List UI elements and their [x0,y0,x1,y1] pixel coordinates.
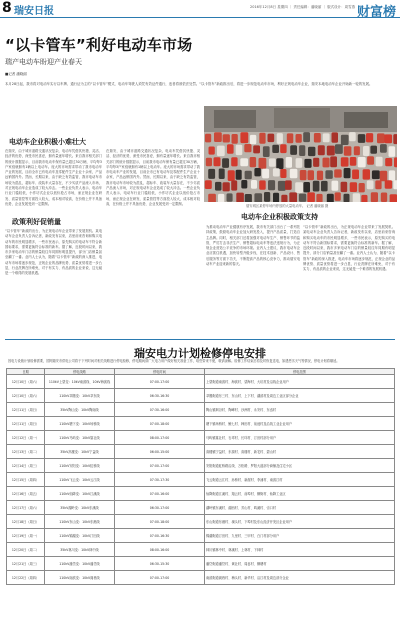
photo-texture [353,193,360,202]
photo-texture [290,145,297,155]
row-area: 塘下镇场桥村、鲍七村、韩田村、前池村及沿线工业企业用户 [205,417,395,431]
photo-texture [314,133,321,143]
photo-texture [308,170,315,180]
photo-texture [227,193,233,201]
photo-texture [285,180,292,190]
photo-texture [335,144,343,154]
table-row [7,501,395,515]
photo-texture [254,168,261,176]
article-column-1b: “以卡管车”新政的出台，为正规电动车企业带来了发展契机。某电动车企业负责人告诉记者，新政发布以来，店里前来咨询和购买电动车的市民明显增多，一些市民表示，原先购买的电动车不符合新国标要求，需要更换符合标准的新车。据了解，近段时间以来，我市多家电动车门店的销量较往年同期有明显提升，部分门店销量甚至翻了一番。业内人士认为，随着“以卡管车”新政的深入推进，电动车市场将逐步规范，正规企业的品牌优势、质量优势将进一步凸显，行业洗牌在所难免，对于有实力、有品质的企业来说，这无疑是一个难得的发展机遇。 [5,229,102,276]
photo-texture [209,147,215,155]
photo-texture [380,171,387,182]
photo-texture [372,170,380,179]
photo-texture [341,135,349,145]
photo-texture [327,146,335,156]
photo-texture [250,157,257,167]
row-date: 12月21日（周三） [7,557,45,571]
row-time: 06:30-16:30 [115,389,205,403]
table-row [7,445,395,459]
photo-texture [251,180,257,189]
photo-texture [281,195,287,202]
row-area: 高楼镇宁益村、东源村、高楼村、新宅村、碧山村 [205,445,395,459]
row-line: 110kV莘塍变：10kV莘东线 [45,389,115,403]
photo-texture [232,134,238,144]
photo-texture [377,133,385,143]
photo-texture [240,132,248,143]
photo-texture [389,146,396,157]
photo-texture [268,180,275,190]
photo-texture [390,194,397,202]
photo-texture [236,145,243,155]
row-date: 12月19日（周一） [7,529,45,543]
photo-texture [223,134,230,142]
photo-texture [384,134,392,143]
photo-texture [385,180,392,189]
row-area: 莘塍街道东三村、东山村、上下村、湖滨村及周边工业区部分企业 [205,389,395,403]
photo-texture [287,133,294,143]
row-line: 110kV飞云变：10kV云江线 [45,473,115,487]
row-time: 06:30-15:30 [115,557,205,571]
photo-texture [316,194,322,202]
photo-texture [264,192,270,202]
photo-texture [323,133,330,142]
photo-texture [393,134,397,144]
photo-texture [214,157,221,166]
paper-name: 瑞安日报 [14,6,54,17]
photo-texture [272,145,279,153]
table-row [7,529,395,543]
article-subheadline: 瑞产电动车盼迎产业春天 [5,58,82,66]
photo-texture [303,132,310,142]
row-date: 12月13日（周二） [7,445,45,459]
photo-texture [354,146,360,155]
photo-texture [218,194,224,202]
photo-texture [290,169,298,178]
row-date: 12月15日（周四） [7,473,45,487]
header-area: 停电范围 [205,369,395,375]
row-date: 12月10日（周六） [7,389,45,403]
photo-texture [217,146,225,157]
photo-texture [341,157,349,166]
photo-texture [327,194,334,202]
photo-texture [299,145,305,156]
row-line: 35kV高楼变：10kV宁益线 [45,445,115,459]
section-divider [5,339,395,340]
row-area: 南滨街道阁巷村、梅头村、新华村、沿江村及周边部分企业 [205,571,395,585]
header-date: 日期 [7,369,45,375]
photo-texture [223,182,230,191]
photo-texture [205,134,211,143]
photo-texture [231,180,237,190]
photo-texture [289,192,297,202]
photo-texture [296,158,303,168]
photo-texture [323,158,330,168]
row-area: 湖岭镇东溪村、湖西村、芳山村、鸣溪村、峃口村 [205,501,395,515]
table-row [7,557,395,571]
photo-texture [358,134,366,143]
row-line: 35kV陶山变：10kV陶南线 [45,403,115,417]
table-row [7,389,395,403]
photo-texture [344,168,351,178]
row-time: 08:00-17:00 [115,431,205,445]
photo-texture [352,170,359,180]
photo-texture [208,169,215,179]
photo-texture [286,157,292,168]
row-time: 07:00-17:00 [115,375,205,389]
table-row [7,543,395,557]
header-time: 停电时间 [115,369,205,375]
row-area: 上望街道南滨村、海滨村、望海村、大坑村及沿线企业用户 [205,375,395,389]
notice-title: 瑞安电力计划检修停电安排 [134,347,266,360]
photo-texture [317,171,323,181]
photo-texture [375,180,381,189]
photo-texture [222,158,229,168]
photo-texture [269,158,276,166]
photo-texture [244,144,251,152]
photo-texture [332,132,339,142]
photo-texture [259,133,265,144]
photo-texture [303,182,310,192]
row-line: 35kV湖岭变：10kV东溪线 [45,501,115,515]
photo-caption: 瑞安城区某停车场内停放的大量电动车。 记者 潘晓丽 摄 [246,204,329,208]
photo-texture [371,192,378,202]
photo-texture [393,180,397,189]
photo-texture [363,146,369,156]
table-row [7,487,395,501]
photo-texture [228,170,235,181]
article-lead: 本月28日起，我市将对电动车实行以车牌、通行证为主的“以卡管车”模式，电动车驾驶人须凭有效证件通行，违者将被依法处罚。“以卡管车”新政推出后，将进一步规范电动车市场，利好正规电动车企业，瑞安本地电动车企业开始新一轮的发展。 [5,82,373,86]
photo-texture [307,192,315,202]
photo-texture [358,157,366,167]
row-line: 110kV安阳变：10kV虹桥线 [45,459,115,473]
row-time: 07:30-16:00 [115,403,205,417]
page-number: 8 [2,0,12,16]
photo-texture [208,194,216,202]
article-column-3b: 为推动电动车产业健康有序发展，我市有关部门出台了一系列扶持政策，鼓励电动车企业加大研发投入，提升产品质量，打造自主品牌。同时，相关部门还将加强对电动车生产、销售环节的监管，严厉打击非法生产、销售超标电动车等违法违规行为，为正规企业营造公平竞争的市场环境。业内人士建议，我市电动车企业应抓住机遇，加快转型升级步伐，在技术创新、产品设计、售后服务等方面下功夫，不断提高产品的核心竞争力，推动瑞安电动车产业迎来新的春天。 [206,225,300,267]
photo-texture [262,169,269,179]
photo-texture [231,157,237,166]
photo-texture [381,193,387,203]
photo-texture [280,144,286,153]
photo-texture [236,170,242,180]
row-area: 东山街道东港村、埭头村、下埠村及东山经济开发区企业用户 [205,515,395,529]
table-row [7,375,395,389]
article-column-4: “以卡管车”新政的出台，为正规电动车企业带来了发展契机。某电动车企业负责人告诉记者，新政发布以来，店里前来咨询和购买电动车的市民明显增多，一些市民表示，原先购买的电动车不符合新国标要求，需要更换符合标准的新车。据了解，近段时间以来，我市多家电动车门店的销量较往年同期有明显提升，部分门店销量甚至翻了一番。业内人士认为，随着“以卡管车”新政的深入推进，电动车市场将逐步规范，正规企业的品牌优势、质量优势将进一步凸显，行业洗牌在所难免，对于有实力、有品质的企业来说，这无疑是一个难得的发展机遇。 [303,225,395,272]
article-headline: “以卡管车”利好电动车市场 [5,36,193,54]
row-area: 飞云街道云江村、孙桥村、新渥村、李浦村、南滨江村 [205,473,395,487]
photo-texture [253,145,260,153]
photo-texture [344,194,350,202]
row-time: 07:00-16:00 [115,487,205,501]
photo-texture [250,135,256,144]
article-column-2: 在瑞安，由于城市道路交通状况复杂，电动车凭借其快捷、灵活、经济的优势，深受市民喜爱，拥有量逐年增长。来自我市相关部门的统计数据显示，目前我市电动车保有量已超过30万辆，平均每3户家庭就拥有1辆以上电动车。庞大的市场需求带动了我市电动车产业的发展，目前全市已有电动车及零配件生产企业十余家，产品远销国内外。然而，长期以来，由于缺乏有效监管，我市电动车市场较为混乱，超标车、改装车大量存在，不少劣质产品流入市场，对正规电动车企业造成了较大冲击。一些企业负责人表示，电动车行业门槛较低，小作坊式企业以低价抢占市场，而正规企业在研发、质量管控等方面投入较大，成本相对较高，在价格上并不具备优势，企业发展受到一定限制。 [106,149,200,206]
row-line: 110kV东山变：10kV东港线 [45,515,115,529]
photo-texture [214,132,222,142]
row-time: 06:00-15:00 [115,445,205,459]
photo-texture [366,133,373,142]
outage-schedule-body [7,375,395,585]
photo-texture [296,134,302,143]
photo-texture [241,180,247,189]
row-date: 12月20日（周二） [7,543,45,557]
photo-texture [276,158,283,169]
row-date: 12月17日（周六） [7,501,45,515]
photo-texture [385,158,392,166]
photo-texture [367,156,374,165]
row-area: 仙降街道江溪村、翔云村、前埠村、横街村、仙降工业区 [205,487,395,501]
row-line: 110kV潘岱变：10kV潘岱线 [45,557,115,571]
photo-texture [325,170,332,179]
photo-texture [341,182,348,192]
photo-texture [367,180,374,189]
article-column-1: 在瑞安，由于城市道路交通状况复杂，电动车凭借其快捷、灵活、经济的优势，深受市民喜爱，拥有量逐年增长。来自我市相关部门的统计数据显示，目前我市电动车保有量已超过30万辆，平均每3户家庭就拥有1辆以上电动车。庞大的市场需求带动了我市电动车产业的发展，目前全市已有电动车及零配件生产企业十余家，产品远销国内外。然而，长期以来，由于缺乏有效监管，我市电动车市场较为混乱，超标车、改装车大量存在，不少劣质产品流入市场，对正规电动车企业造成了较大冲击。一些企业负责人表示，电动车行业门槛较低，小作坊式企业以低价抢占市场，而正规企业在研发、质量管控等方面投入较大，成本相对较高，在价格上并不具备优势，企业发展受到一定限制。 [5,149,102,206]
photo-texture [240,158,248,166]
photo-texture [236,193,244,202]
row-area: 马屿镇篁社村、石垟村、长垟村、汀田村部分用户 [205,431,395,445]
row-time: 06:30-17:00 [115,501,205,515]
row-line: 110kV上望变：10kV南滨线、10kV海滨线 [45,375,115,389]
photo-texture [215,182,222,191]
photo-texture [313,158,319,167]
table-row [7,515,395,529]
article-byline: ■记者 潘晓丽 [5,72,27,76]
photo-texture [308,147,315,156]
table-row [7,459,395,473]
row-line: 110kV仙降变：10kV江溪线 [45,487,115,501]
header-line: 停电线路 [45,369,115,375]
photo-texture [376,157,383,167]
row-time: 07:30-17:30 [115,473,205,487]
table-row [7,417,395,431]
row-time: 07:00-18:00 [115,417,205,431]
row-line: 110kV马屿变：10kV篁社线 [45,431,115,445]
table-row [7,403,395,417]
photo-texture [361,195,367,202]
row-date: 12月18日（周日） [7,515,45,529]
row-date: 12月12日（周一） [7,431,45,445]
photo-texture [335,192,341,201]
photo-texture [219,169,225,180]
issue-meta: 2016年12月8日 星期四 ｜ 责任编辑：潘晓丽 ｜ 版式设计：周雪燕 [250,5,356,9]
photo-texture [370,146,377,154]
row-date: 12月11日（周日） [7,403,45,417]
photo-texture [318,145,325,155]
row-date: 12月16日（周五） [7,487,45,501]
row-area: 潘岱街道潘岱村、黄社村、周岙村、横塘村 [205,557,395,571]
row-time: 07:00-17:00 [115,459,205,473]
row-line: 110kV南滨变：10kV阁巷线 [45,571,115,585]
photo-texture [245,171,252,179]
subhead-policy-support: 电动车企业积极政策支持 [241,213,318,221]
row-area: 安阳街道虹桥路沿线、万松路、罗阳大道部分商铺及住宅小区 [205,459,395,473]
row-time: 07:00-17:00 [115,571,205,585]
photo-texture [359,183,365,192]
row-area: 锦湖街道汀田村、九里村、三甲村、白门村部分用户 [205,529,395,543]
photo-texture [295,182,303,193]
photo-texture [280,169,286,178]
photo-texture [332,181,339,191]
row-time: 07:00-16:30 [115,529,205,543]
photo-texture [334,169,342,177]
photo-texture [304,159,311,168]
photo-texture [321,181,328,192]
row-time: 08:00-16:00 [115,543,205,557]
table-row [7,571,395,585]
masthead [0,0,400,18]
photo-texture [206,158,212,167]
row-date: 12月11日（周日） [7,417,45,431]
subhead-enterprise-growth: 电动车企业积极小难壮大 [9,138,86,146]
row-line: 35kV林川变：10kV林中线 [45,543,115,557]
subhead-policy-sales: 政策利好促销量 [12,218,61,226]
photo-texture [349,132,356,141]
photo-texture [227,144,234,154]
photo-texture [394,157,397,167]
row-date: 12月10日（周六） [7,375,45,389]
row-area: 陶山镇荆谷村、陶峰村、沙洲村、永安村、东岙村 [205,403,395,417]
photo-texture [273,168,280,176]
electric-bikes-photo [204,106,397,202]
photo-texture [268,134,275,143]
photo-texture [380,144,387,153]
notice-intro: 因电力设施计划检修需要，国网瑞安市供电公司将于下列时间对相关线路进行停电检修，停电期间请广大电力用户做好相关准备工作，给您带来不便，敬请谅解。检修工作结束后将及时恢复送电，如遇恶劣天气等情况，停电计划将顺延。 [8,359,340,363]
row-date: 12月22日（周四） [7,571,45,585]
table-row [7,431,395,445]
photo-texture [313,181,320,192]
photo-texture [254,193,262,202]
photo-texture [259,180,266,189]
photo-texture [263,146,270,157]
photo-texture [300,170,307,180]
row-area: 林川镇林中村、林溪村、上林村、下林村 [205,543,395,557]
photo-texture [350,182,357,192]
photo-texture [344,146,352,156]
row-line: 110kV塘下变：10kV场桥线 [45,417,115,431]
photo-texture [245,194,252,202]
photo-texture [363,169,370,179]
row-date: 12月14日（周三） [7,459,45,473]
photo-texture [330,156,337,167]
photo-texture [205,180,212,189]
photo-texture [278,181,286,191]
row-time: 07:00-18:00 [115,515,205,529]
outage-schedule-table [6,368,395,585]
photo-texture [389,170,395,180]
table-row [7,473,395,487]
photo-texture [299,194,306,202]
photo-texture [273,193,279,202]
section-title: 财富榜 [356,5,396,20]
photo-texture [277,133,283,144]
row-line: 110kV锦湖变：10kV汀田线 [45,529,115,543]
photo-texture [350,157,357,166]
photo-texture [259,158,267,169]
